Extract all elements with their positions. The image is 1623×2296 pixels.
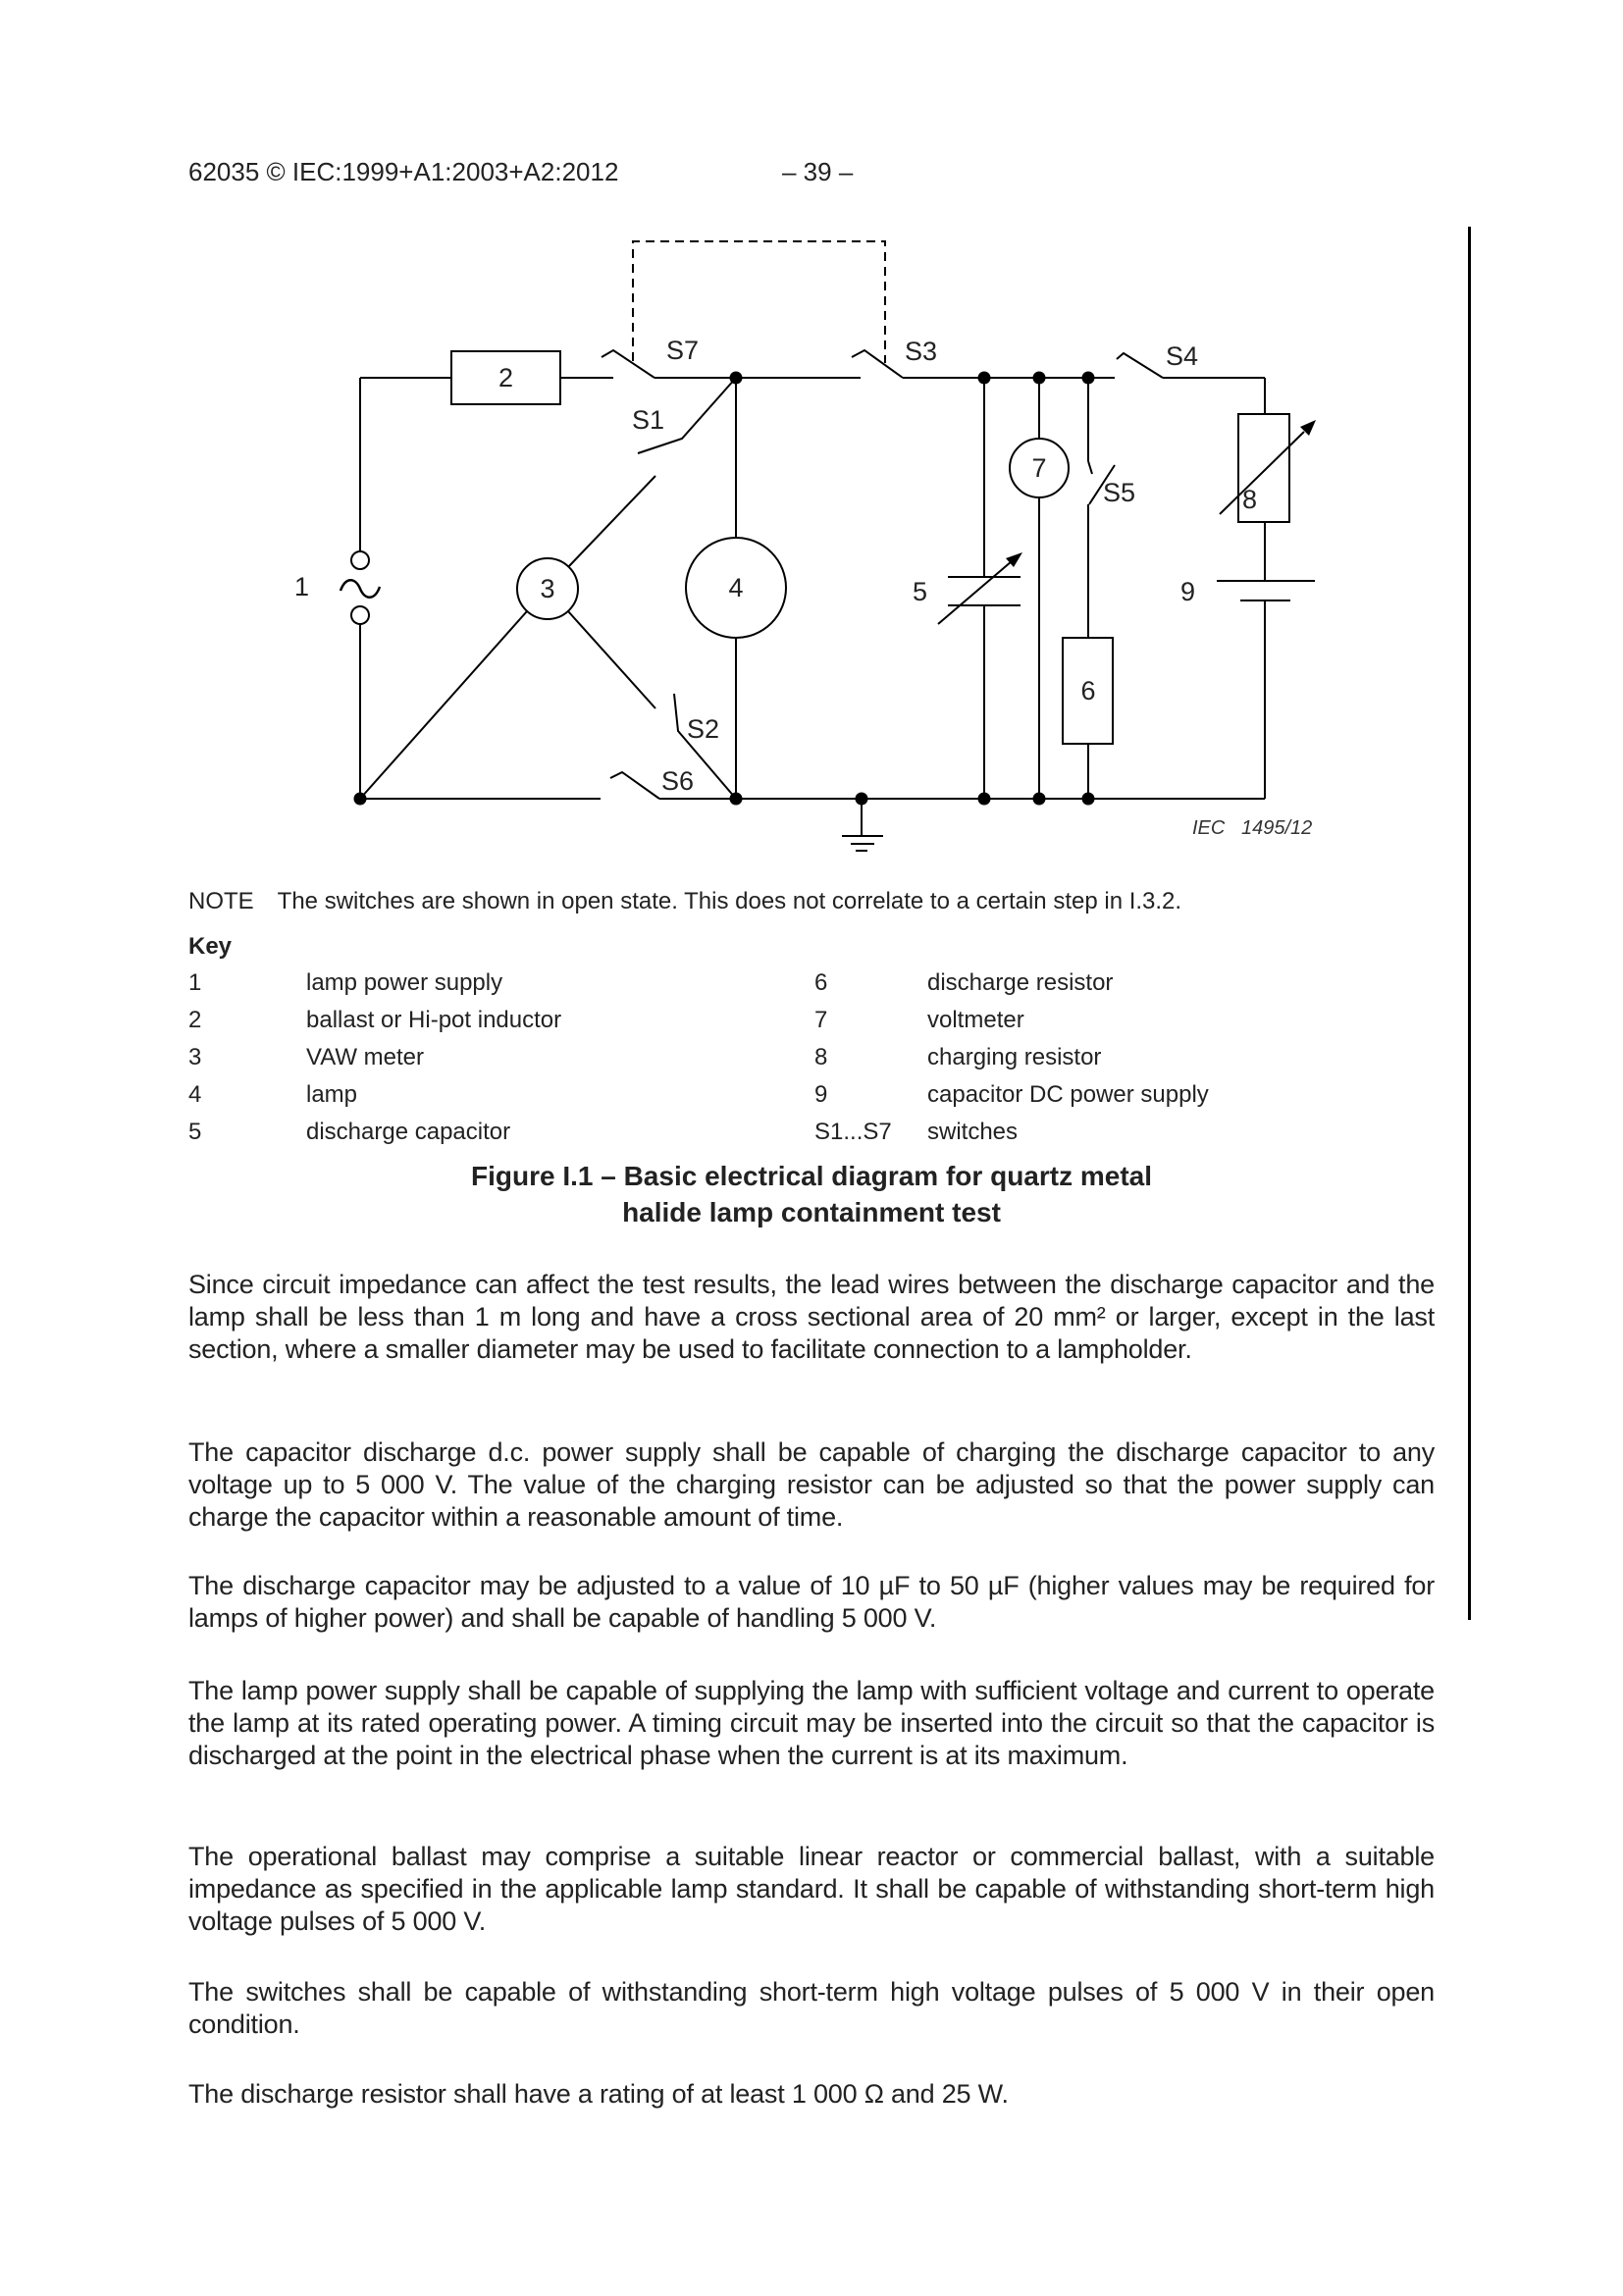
figure-caption-line1: Figure I.1 – Basic electrical diagram for quartz metal [470, 1161, 1153, 1191]
component-label-4: 4 [728, 573, 744, 602]
key-num: 6 [814, 969, 828, 996]
note-text: The switches are shown in open state. This does not correlate to a certain step in I.3.2. [277, 888, 1182, 914]
switch-label-s1: S1 [632, 405, 665, 435]
vaw-meter-circle [360, 476, 655, 799]
switch-s6-icon [610, 772, 659, 799]
component-label-8: 8 [1242, 485, 1258, 514]
switch-label-s3: S3 [905, 337, 938, 366]
body-paragraph: The operational ballast may comprise a suitable linear reactor or commercial ballast, with a suitable impedance as specified in the applicable lamp standard. It shall be capable of withstanding short-term high voltage pulses of 5 000 V. [188, 1842, 1435, 1936]
header-page-number: – 39 – [782, 157, 854, 186]
body-paragraph: The capacitor discharge d.c. power supply shall be capable of charging the discharge capacitor to any voltage up to 5 000 V. The value of the charging resistor can be adjusted so that the power supply can charge the capacitor within a reasonable amount of time. [188, 1437, 1435, 1532]
key-num: 7 [814, 1007, 828, 1033]
key-label: discharge capacitor [306, 1119, 511, 1145]
switch-label-s7: S7 [666, 336, 700, 365]
component-label-9: 9 [1180, 577, 1196, 606]
key-label: switches [927, 1119, 1019, 1145]
component-label-1: 1 [294, 572, 310, 601]
body-paragraph: The lamp power supply shall be capable of supplying the lamp with sufficient voltage and current to operate the lamp at its rated operating power. A timing circuit may be inserted into the circuit so that the capacitor is discharged at the point in the electrical phase when the current is at its maximum. [188, 1676, 1435, 1770]
key-num: S1...S7 [814, 1119, 892, 1145]
switch-label-s6: S6 [661, 766, 695, 796]
discharge-resistor-box [1063, 378, 1113, 799]
key-label: VAW meter [306, 1044, 425, 1070]
key-num: 2 [188, 1007, 202, 1033]
key-label: ballast or Hi-pot inductor [306, 1007, 562, 1033]
key-num: 5 [188, 1119, 202, 1145]
charging-resistor-box [1220, 414, 1316, 581]
note-label: NOTE [188, 888, 254, 914]
body-paragraph: The discharge resistor shall have a rating of at least 1 000 Ω and 25 W. [188, 2079, 1009, 2109]
figure-caption-line2: halide lamp containment test [622, 1197, 1001, 1227]
header-document-id: 62035 © IEC:1999+A1:2003+A2:2012 [188, 157, 619, 186]
key-num: 9 [814, 1081, 828, 1108]
key-label: lamp power supply [306, 969, 503, 996]
key-label: voltmeter [927, 1007, 1024, 1033]
component-label-6: 6 [1080, 676, 1096, 705]
key-title: Key [188, 933, 233, 960]
component-label-3: 3 [540, 574, 555, 603]
switch-label-s4: S4 [1166, 341, 1199, 371]
key-label: lamp [306, 1081, 358, 1108]
key-label: charging resistor [927, 1044, 1102, 1070]
figure-iec-reference: IEC 1495/12 [1192, 817, 1313, 839]
key-num: 4 [188, 1081, 202, 1108]
switch-s7-icon [602, 350, 654, 378]
key-label: capacitor DC power supply [927, 1081, 1209, 1108]
ac-source-symbol [340, 378, 380, 799]
dc-power-supply-symbol [1217, 581, 1315, 799]
key-num: 1 [188, 969, 202, 996]
component-label-2: 2 [497, 363, 514, 392]
switch-s3-icon [852, 350, 903, 378]
body-paragraph: Since circuit impedance can affect the test results, the lead wires between the discharge capacitor and the lamp shall be less than 1 m long and have a cross sectional area of 20 mm² or larger, except in the last section, where a smaller diameter may be used to facilitate connection to a lampholder. [188, 1270, 1435, 1364]
component-label-7: 7 [1031, 453, 1047, 483]
voltmeter-circle [1010, 378, 1069, 799]
switch-label-s2: S2 [687, 714, 720, 744]
discharge-capacitor-symbol [938, 378, 1022, 799]
component-label-5: 5 [913, 577, 928, 606]
ground-icon [842, 799, 883, 851]
key-num: 8 [814, 1044, 828, 1070]
key-label: discharge resistor [927, 969, 1114, 996]
body-paragraph: The switches shall be capable of withstanding short-term high voltage pulses of 5 000 V in their open condition. [188, 1977, 1435, 2039]
switch-s4-icon [1117, 353, 1163, 378]
body-paragraph: The discharge capacitor may be adjusted to a value of 10 µF to 50 µF (higher values may be required for lamps of higher power) and shall be capable of handling 5 000 V. [188, 1571, 1435, 1633]
switch-label-s5: S5 [1103, 478, 1136, 507]
key-num: 3 [188, 1044, 202, 1070]
